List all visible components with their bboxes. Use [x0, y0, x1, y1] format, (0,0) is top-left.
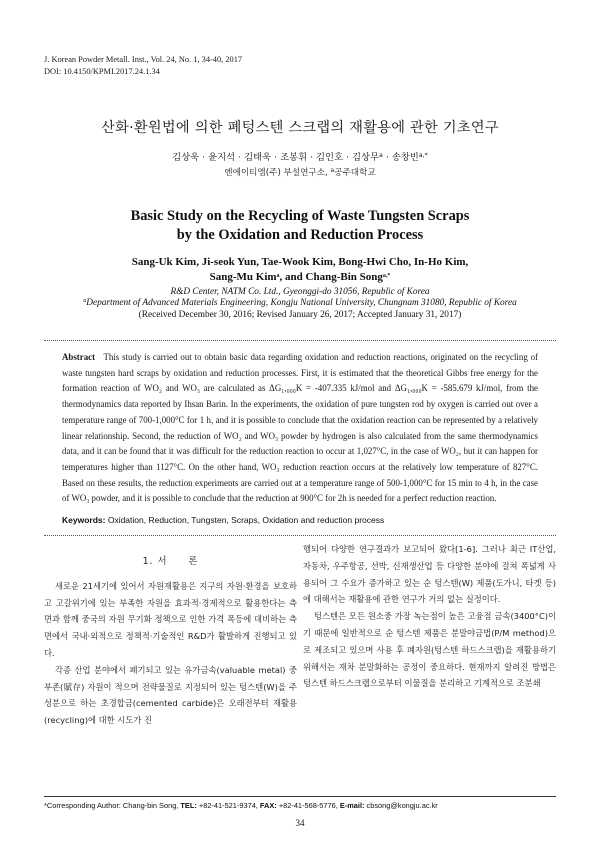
korean-author-sup-last: a,* — [418, 152, 428, 159]
korean-affiliation — [0, 166, 600, 178]
korean-authors-tail: · 송창빈 — [382, 152, 419, 163]
english-author-sup-last: a,* — [382, 273, 391, 279]
english-author-sangmu: Sang-Mu Kim — [209, 271, 277, 283]
abstract-text: This study is carried out to obtain basic data regarding oxidation and reduction reactions, originated on the recycling of waste tungsten hard scraps by oxidation and reduction processes. First, it is estimated that the theoretical Gibbs free energy for the formation reaction of WO₂ and WO₃ are calculated as ΔG₁,₀₀₀K = -407.335 kJ/mol and ΔG₁,₀₀₀K = -585.679 kJ/mol, from the thermodynamics data reported by Ihsan Barin. In the experiments, the oxidation of pure tungsten rod by oxygen is carried out over a temperature range of 700-1,000°C for 1 h, and it is possible to conclude that the oxidation reaction can be represented by a relatively linear relationship. Second, the reduction of WO₂ and WO₃ powder by hydrogen is also calculated from the same thermodynamics data, and it can be found that it was difficult for the reduction reaction to occur at 1,027°C, in the case of WO₂, but it can happen for temperatures higher than 1127°C. On the other hand, WO₃ reduction reaction occurs at the relatively low temperature of 827°C. Based on these results, the reduction experiments are carried out at a temperature range of 500-1,000°C for 15 min to 4 h, in the case of WO₃ powder, and it is possible to conclude that the reduction at 900°C for 2h is needed for a perfect reduction reaction. — [62, 352, 538, 504]
footnote-label: *Corresponding Author: — [44, 801, 121, 810]
english-affil-1: R&D Center, NATM Co. Ltd., Gyeonggi-do 31056, Republic of Korea — [170, 287, 430, 297]
footnote-tel-label: TEL: — [180, 801, 197, 810]
footnote-email-label: E-mail: — [339, 801, 365, 810]
right-column — [303, 541, 556, 692]
english-author-changbin: , and Chang-Bin Song — [279, 271, 383, 283]
korean-authors — [0, 149, 600, 163]
received-dates: (Received December 30, 2016; Revised January 26, 2017; Accepted January 31, 2017) — [138, 310, 462, 320]
korean-author-sup-a: a — [379, 152, 383, 159]
intro-paragraph-3: 행되어 다양한 연구결과가 보고되어 왔다[1-6]. 그러나 최근 IT산업, 자동차, 우주항공, 선박, 신재생산업 등 다양한 분야에 걸쳐 폭넓게 사용되어 그 수요가 증가하고 있는 순 텅스텐(W) 제품(도가니, 타겟 등)에 대해서는 재활용에 관한 연구가 거의 없는 실정이다. — [303, 544, 556, 605]
korean-title: 산화·환원법에 의한 폐텅스텐 스크랩의 재활용에 관한 기초연구 — [101, 120, 499, 136]
keywords-label: Keywords: — [62, 515, 106, 525]
page-number: 34 — [295, 818, 305, 828]
abstract — [62, 350, 538, 507]
korean-authors-main: 김상욱 · 윤지석 · 김태욱 · 조봉휘 · 김인호 · 김상무 — [172, 152, 380, 163]
english-author-sup-a: a — [276, 273, 280, 279]
english-affil-2 — [0, 298, 600, 309]
abstract-top-divider — [44, 340, 556, 341]
english-affil-2-sup: a — [83, 298, 87, 304]
journal-header — [44, 54, 242, 78]
english-title-line1: Basic Study on the Recycling of Waste Tungsten Scraps — [130, 208, 470, 224]
intro-paragraph-2: 각종 산업 분야에서 폐기되고 있는 유가금속(valuable metal) 중 부존(賦存) 자원이 적으며 전략물질로 지정되어 있는 텅스텐(W)을 주성분으로 하는 초경합금(cemented carbide)은 오래전부터 재활용(recycling)에 대한 시도가 진 — [44, 664, 297, 726]
english-authors — [0, 255, 600, 285]
footnote-name: Chang-bin Song, — [120, 801, 181, 810]
abstract-label: Abstract — [62, 352, 96, 362]
intro-paragraph-4: 텅스텐은 모든 원소중 가장 녹는점이 높은 고융점 금속(3400°C)이기 때문에 일반적으로 순 텅스텐 제품은 분말야금법(P/M method)으로 제조되고 있으며 사용 후 폐자원(텅스텐 하드스크랩)을 재활용하기 위해서는 재차 분말화하는 공정이 중요하다. 현재까지 알려진 방법은 텅스텐 하드스크랩으로부터 이물질을 분리하고 기계적으로 조분쇄 — [303, 611, 556, 689]
english-authors-line2 — [0, 270, 600, 285]
footnote-email[interactable]: cbsong@kongju.ac.kr — [364, 801, 438, 810]
korean-affil-a: 엔에이티엠(주) 부설연구소, — [224, 168, 331, 178]
english-affiliations — [0, 287, 600, 309]
english-affil-2-text: Department of Advanced Materials Engineering, Kongju National University, Chungnam 31080, Republic of Korea — [86, 298, 517, 308]
section-heading-introduction: 1. 서 론 — [142, 556, 199, 567]
english-authors-line1: Sang-Uk Kim, Ji-seok Yun, Tae-Wook Kim, Bong-Hwi Cho, In-Ho Kim, — [131, 256, 469, 268]
keywords — [62, 515, 538, 525]
journal-citation: J. Korean Powder Metall. Inst., Vol. 24, No. 1, 34-40, 2017 — [44, 55, 243, 64]
footnote-fax-label: FAX: — [259, 801, 277, 810]
korean-affil-sup: a — [330, 167, 335, 174]
english-title-line2: by the Oxidation and Reduction Process — [176, 227, 424, 243]
korean-affil-b: 공주대학교 — [334, 168, 376, 178]
keywords-text: Oxidation, Reduction, Tungsten, Scraps, Oxidation and reduction process — [105, 515, 385, 525]
abstract-bottom-divider — [44, 535, 556, 536]
left-column — [44, 546, 297, 729]
intro-paragraph-1: 새로운 21세기에 있어서 자원재활용은 지구의 자원·환경을 보호하고 고갈위기에 있는 부족한 자원을 효과적·경제적으로 활용한다는 측면과 함께 중국의 자원 무기화 정책으로 인한 가격 폭등에 대비하는 측면에서 국내·외적으로 정책적·기술적인 R&D가 활발하게 진행되고 있다. — [44, 580, 297, 658]
journal-doi: DOI: 10.4150/KPMI.2017.24.1.34 — [44, 67, 160, 76]
english-title — [0, 207, 600, 245]
footnote-fax: +82-41-568-5776, — [276, 801, 340, 810]
corresponding-author-footnote — [44, 801, 438, 810]
footnote-tel: +82-41-521-9374, — [196, 801, 260, 810]
footnote-divider — [44, 796, 556, 797]
